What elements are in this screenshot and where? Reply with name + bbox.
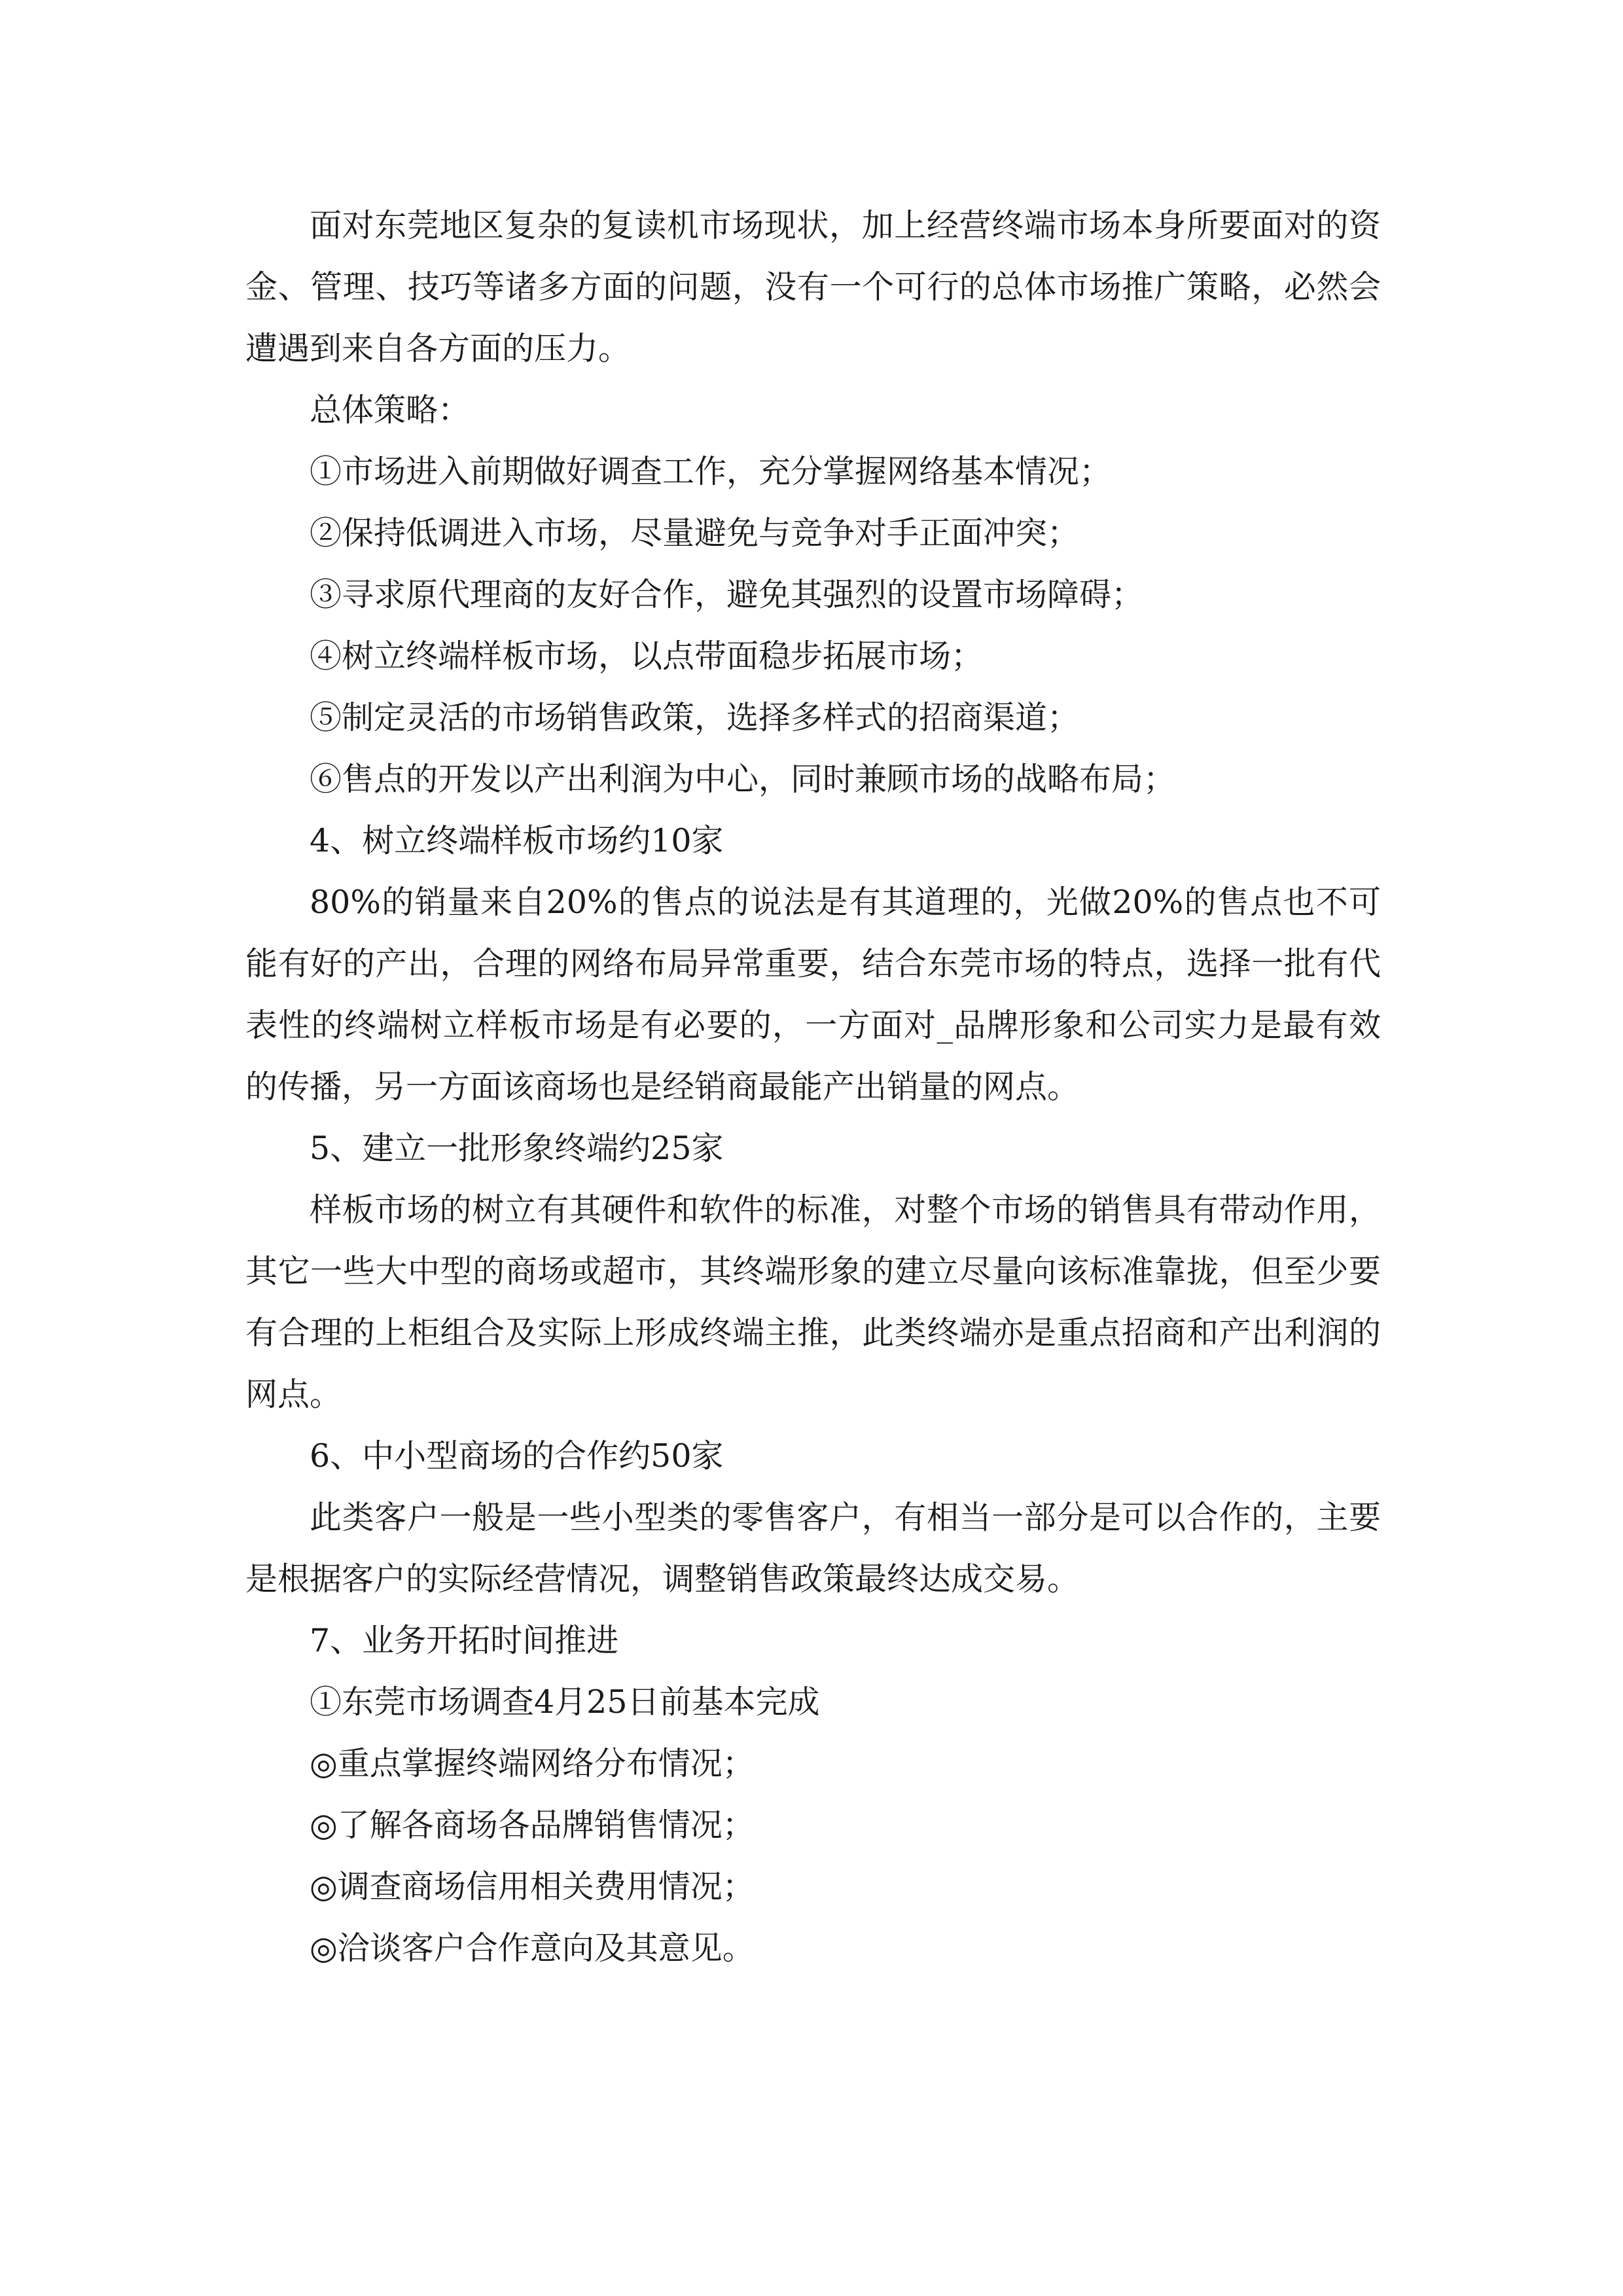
- timeline-subitem-4: ◎洽谈客户合作意向及其意见。: [310, 1929, 755, 1967]
- section-heading-7: 7、业务开拓时间推进: [310, 1622, 619, 1659]
- strategy-item-2: ②保持低调进入市场，尽量避免与竞争对手正面冲突；: [310, 514, 1080, 552]
- document-body: [245, 195, 1381, 1979]
- section-body-4: 80%的销量来自20%的售点的说法是有其道理的，光做20%的售点也不可能有好的产出，合理的网络布局异常重要，结合东莞市场的特点，选择一批有代表性的终端树立样板市场是有必要的，一方面对_品牌形象和公司实力是最有效的传播，另一方面该商场也是经销商最能产出销量的网点。: [245, 884, 1381, 1105]
- section-heading-6: 6、中小型商场的合作约50家: [310, 1437, 724, 1475]
- paragraph-intro: 面对东莞地区复杂的复读机市场现状，加上经营终端市场本身所要面对的资金、管理、技巧等诸多方面的问题，没有一个可行的总体市场推广策略，必然会遭遇到来自各方面的压力。: [245, 207, 1381, 367]
- strategy-item-1: ①市场进入前期做好调查工作，充分掌握网络基本情况；: [310, 453, 1112, 490]
- strategy-item-5: ⑤制定灵活的市场销售政策，选择多样式的招商渠道；: [310, 699, 1080, 736]
- timeline-item-1: ①东莞市场调查4月25日前基本完成: [310, 1683, 820, 1721]
- section-heading-5: 5、建立一批形象终端约25家: [310, 1130, 724, 1167]
- strategy-item-4: ④树立终端样板市场，以点带面稳步拓展市场；: [310, 637, 984, 675]
- section-body-6: 此类客户一般是一些小型类的零售客户，有相当一部分是可以合作的，主要是根据客户的实际经营情况，调整销售政策最终达成交易。: [245, 1499, 1381, 1598]
- strategy-item-6: ⑥售点的开发以产出利润为中心，同时兼顾市场的战略布局；: [310, 761, 1176, 798]
- section-heading-4: 4、树立终端样板市场约10家: [310, 822, 724, 859]
- heading-overall-strategy: 总体策略：: [310, 391, 471, 429]
- strategy-item-3: ③寻求原代理商的友好合作，避免其强烈的设置市场障碍；: [310, 576, 1144, 613]
- section-body-5: 样板市场的树立有其硬件和软件的标准，对整个市场的销售具有带动作用，其它一些大中型的商场或超市，其终端形象的建立尽量向该标准靠拢，但至少要有合理的上柜组合及实际上形成终端主推，此类终端亦是重点招商和产出利润的网点。: [245, 1191, 1381, 1413]
- timeline-subitem-2: ◎了解各商场各品牌销售情况；: [310, 1806, 755, 1844]
- timeline-subitem-3: ◎调查商场信用相关费用情况；: [310, 1868, 755, 1905]
- timeline-subitem-1: ◎重点掌握终端网络分布情况；: [310, 1745, 755, 1782]
